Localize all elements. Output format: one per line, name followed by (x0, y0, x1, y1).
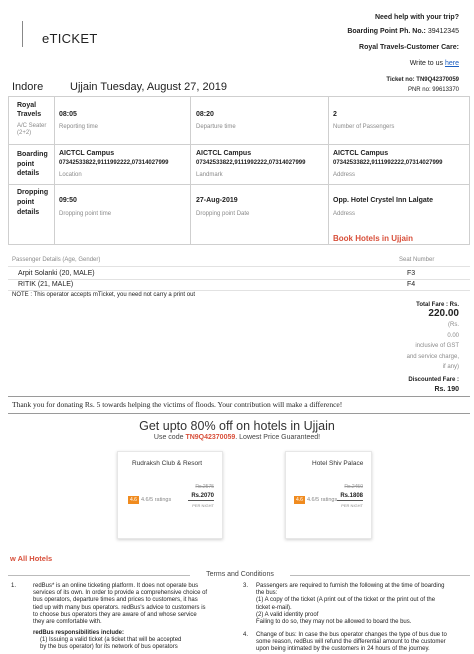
address-name: AICTCL Campus (333, 150, 389, 157)
promo-code: TN9Q42370059 (185, 434, 236, 441)
passenger-count: 2 (333, 111, 337, 118)
hotel-price: Rs.1808 (340, 493, 363, 499)
ticket-number: Ticket no: TN9Q42370059 (386, 77, 459, 83)
terms-item-4: Change of bus: In case the bus operator changes the type of bus due to some reason, redBus will refund the differential amount to the customer upon being intimated by the customers in 24 hours of the journey. (256, 632, 447, 653)
terms-rule-left (8, 575, 190, 576)
hotel-old-price: Rs.2450 (344, 484, 363, 490)
operator-name: Royal Travels (17, 102, 42, 118)
hotel-card[interactable] (117, 451, 223, 539)
passenger-seat: F3 (407, 270, 416, 277)
grid-col-divider-3 (328, 96, 329, 244)
write-to-us: Write to us here (409, 60, 459, 67)
terms-item-1: redBus* is an online ticketing platform. It does not operate bus services of its own. In order to provide a comprehensive choice of bus operators, departure times and prices to customers, it has tied up with many bus operators. redBus's advice to customers is to choose bus operators they are aware of and whose service they are comfortable with. (33, 583, 208, 626)
drop-address: Opp. Hotel Crystel Inn Lalgate (333, 197, 433, 204)
header-rule (22, 21, 23, 47)
grid-col-divider-1 (54, 96, 55, 244)
drop-date: 27-Aug-2019 (196, 197, 238, 204)
help-text: Need help with your trip? (374, 14, 459, 21)
seat-number-header: Seat Number (399, 257, 435, 263)
landmark-name: AICTCL Campus (196, 150, 252, 157)
eticket-title: eTICKET (42, 31, 98, 46)
route-from: Indore (12, 81, 44, 93)
hotel-card[interactable] (285, 451, 372, 539)
location-phones: 07342533822,9111992222,07314027999 (59, 160, 169, 166)
terms-responsibilities-title: redBus responsibilities include: (33, 630, 125, 636)
grid-col-divider-2 (190, 96, 191, 244)
departure-time: 08:20 (196, 111, 214, 118)
address-phones: 07342533822,9111992222,07314027999 (333, 160, 443, 166)
terms-title: Terms and Conditions (206, 571, 274, 578)
donation-bottom-rule (8, 413, 470, 414)
hotel-price: Rs.2070 (191, 493, 214, 499)
passenger-count-label: Number of Passengers (333, 124, 395, 130)
grid-left-border (8, 96, 9, 244)
drop-time-label: Dropping point time (59, 211, 112, 217)
terms-item-3-number: 3. (243, 583, 249, 589)
customer-care: Royal Travels-Customer Care: (359, 44, 459, 51)
promo-code-line: Use code TN9Q42370059. Lowest Price Guaranteed! (153, 434, 321, 441)
reporting-time: 08:05 (59, 111, 77, 118)
rating-badge-icon: 4.6 (296, 497, 303, 503)
promo-headline: Get upto 80% off on hotels in Ujjain (139, 419, 335, 433)
gst-note: (Rs. 0.00 inclusive of GST and service charge, if any) (406, 322, 459, 370)
hotel-old-price: Rs.2575 (195, 484, 214, 490)
drop-time: 09:50 (59, 197, 77, 204)
address-label: Address (333, 172, 356, 178)
rating-badge-icon: 4.6 (130, 497, 137, 503)
hotel-rating: 4.6 4.6/5 ratings (296, 497, 338, 503)
mticket-note: NOTE : This operator accepts mTicket, you need not carry a print out (12, 292, 196, 298)
total-fare-amount: 220.00 (428, 308, 459, 319)
departure-time-label: Departure time (196, 124, 236, 130)
passenger-seat: F4 (407, 281, 416, 288)
grid-right-border (469, 96, 470, 244)
terms-item-4-number: 4. (243, 632, 249, 638)
price-underline (188, 500, 214, 501)
location-name: AICTCL Campus (59, 150, 115, 157)
view-all-hotels-link[interactable]: w All Hotels (10, 554, 53, 563)
per-night-label: PER NIGHT (341, 503, 363, 508)
pnr-number: PNR no: 99613370 (407, 87, 459, 93)
drop-date-label: Dropping point Date (196, 211, 250, 217)
route-to-date: Ujjain Tuesday, August 27, 2019 (70, 81, 227, 93)
hotel-name: Rudraksh Club & Resort (132, 460, 203, 467)
boarding-phone: Boarding Point Ph. No.: 39412345 (347, 28, 459, 35)
passenger-details-header: Passenger Details (Age, Gender) (12, 257, 101, 263)
dropping-point-label: Dropping point details (17, 189, 49, 216)
hotel-rating: 4.6 4.6/5 ratings (130, 497, 172, 503)
fare-summary (389, 303, 459, 393)
donation-message: Thank you for donating Rs. 5 towards helping the victims of floods. Your contribution will make a difference! (12, 400, 343, 409)
reporting-time-label: Reporting time (59, 124, 99, 130)
per-night-label: PER NIGHT (192, 503, 214, 508)
passenger-header-divider (8, 266, 470, 267)
landmark-label: Landmark (196, 172, 223, 178)
passenger-name: RITIK (21, MALE) (18, 281, 74, 288)
landmark-phones: 07342533822,9111992222,07314027999 (196, 160, 306, 166)
boarding-point-label: Boarding point details (17, 151, 48, 177)
passenger-name: Arpit Solanki (20, MALE) (18, 270, 95, 277)
write-to-us-link[interactable]: here (444, 60, 459, 67)
bus-type: A/C Seater (2+2) (17, 123, 47, 136)
donation-top-rule (8, 396, 470, 397)
price-underline (337, 500, 363, 501)
location-label: Location (59, 172, 82, 178)
terms-rule-right (290, 575, 470, 576)
terms-responsibilities: (1) Issuing a valid ticket (a ticket that will be accepted by the bus operator) for its network of bus operators (40, 637, 182, 651)
passenger-row-divider (8, 290, 470, 291)
route-divider (8, 96, 470, 97)
discounted-fare-amount: Rs. 190 (434, 385, 459, 393)
grid-row-divider-2 (8, 184, 470, 185)
book-hotels-link[interactable]: Book Hotels in Ujjain (333, 234, 414, 243)
passenger-row-divider (8, 279, 470, 280)
hotel-name: Hotel Shiv Palace (312, 460, 364, 467)
drop-address-label: Address (333, 211, 356, 217)
grid-row-divider-3 (8, 244, 470, 245)
grid-row-divider-1 (8, 144, 470, 145)
terms-item-3: Passengers are required to furnish the following at the time of boarding the bus: (1) A copy of the ticket (A print out of the ticket or the print out of the ticket e-mail). (2) A valid identity proof Failing to do so, they may not be allowed to board the bus. (256, 583, 445, 626)
total-fare-label: Total Fare : Rs. (416, 302, 459, 308)
terms-item-1-number: 1. (11, 583, 17, 589)
discounted-fare-label: Discounted Fare : (408, 376, 459, 383)
